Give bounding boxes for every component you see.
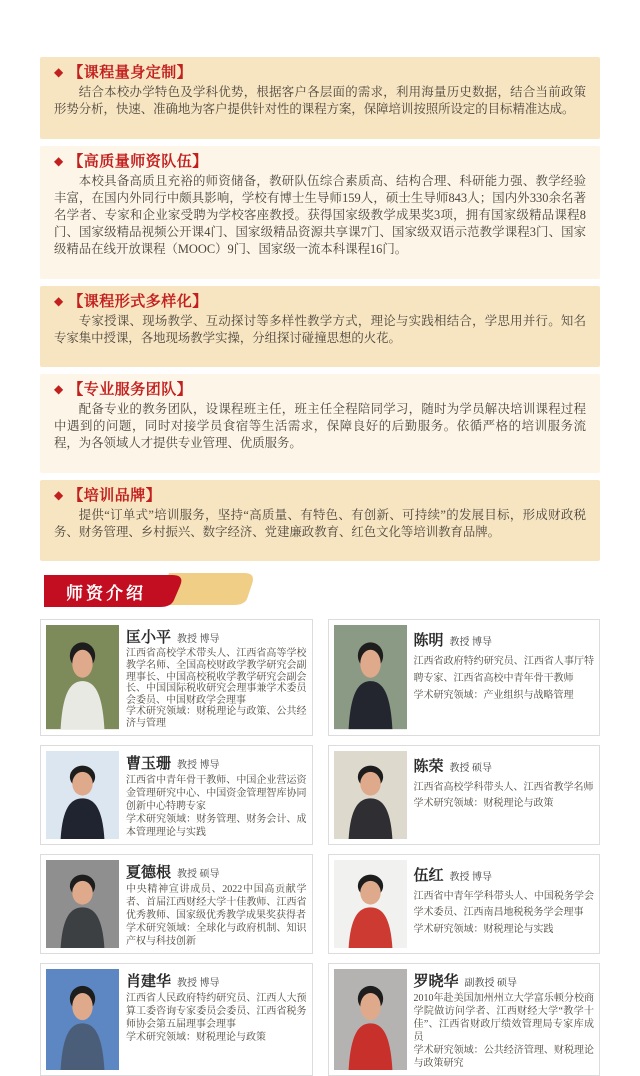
faculty-photo	[334, 751, 407, 839]
faculty-rank: 教授 博导	[449, 871, 493, 883]
section-body: 本校具备高质且充裕的师资储备，教研队伍综合素质高、结构合理、科研能力强、教学经验丰富，在国内外同行中颇具影响，学校有博士生导师159人，硕士生导师843人；国内外330余名著名学者、专家和企业家受聘为学校客座教授。获得国家级教学成果奖3项，拥有国家级精品课程8门、国家级精品视频公开课4门、国家级精品资源共享课7门、国家级双语示范教学课程3门、国家级精品在线开放课程（MOOC）9门、国家级一流本科课程16门。	[54, 173, 586, 257]
faculty-rank: 教授 博导	[177, 634, 220, 646]
section-title: 【课程形式多样化】	[68, 292, 208, 310]
faculty-rank: 副教授 硕导	[464, 977, 518, 989]
section-body: 专家授课、现场教学、互动探讨等多样性教学方式，理论与实践相结合，学思用并行。知名专家集中授课，各地现场教学实操，分组探讨碰撞思想的火花。	[54, 313, 586, 345]
faculty-name-row	[126, 970, 307, 991]
faculty-bio: 江西省高校学科带头人、江西省教学名师	[413, 781, 594, 793]
faculty-info	[414, 625, 595, 729]
diamond-icon: ◆	[54, 487, 64, 502]
faculty-info	[126, 625, 307, 729]
faculty-info	[414, 969, 595, 1070]
faculty-bio: 江西省政府特约研究员、江西省人事厅特聘专家、江西省高校中青年骨干教师	[413, 656, 594, 685]
faculty-card-luoxiaohua	[328, 963, 601, 1076]
faculty-name: 肖建华	[126, 972, 172, 990]
faculty-photo	[334, 625, 407, 729]
section-body: 配备专业的教务团队，设课程班主任，班主任全程陪同学习，随时为学员解决培训课程过程中遇到的问题，同时对接学员食宿等生活需求，保障良好的后勤服务。依循严格的培训服务流程，为各领域人才提供专业管理、优质服务。	[54, 402, 586, 451]
faculty-name-row	[414, 970, 595, 991]
section-heading	[54, 486, 586, 505]
faculty-name-row	[414, 755, 595, 776]
faculty-rank: 教授 博导	[177, 977, 220, 989]
faculty-research-field: 学术研究领域：财税理论与实践	[413, 924, 554, 936]
section-service-team	[40, 374, 600, 473]
diamond-icon: ◆	[54, 293, 64, 308]
faculty-card-kuangxiaoping	[40, 619, 313, 735]
faculty-name-row	[126, 626, 307, 647]
faculty-bio: 中央精神宣讲成员、2022中国高贡献学者、首届江西财经大学十佳教师、江西省优秀教师、国家级优秀教学成果奖获得者	[126, 883, 307, 921]
faculty-grid	[40, 619, 600, 1075]
faculty-research-field: 学术研究领域：产业组织与战略管理	[413, 690, 574, 702]
faculty-research-field: 学术研究领域：财税理论与政策	[126, 1031, 266, 1043]
faculty-card-chenrong	[328, 745, 601, 845]
section-faculty-quality	[40, 146, 600, 279]
faculty-card-chenming	[328, 619, 601, 735]
faculty-rank: 教授 硕导	[177, 868, 220, 880]
diamond-icon: ◆	[54, 65, 64, 79]
section-heading	[54, 292, 586, 311]
section-title: 【课程量身定制】	[68, 64, 193, 81]
faculty-info	[126, 860, 307, 948]
section-title: 【高质量师资队伍】	[68, 152, 208, 170]
faculty-rank: 教授 博导	[177, 759, 220, 771]
faculty-research-field: 学术研究领域：财务管理、财务会计、成本管理理论与实践	[126, 813, 307, 838]
faculty-rank: 教授 硕导	[449, 762, 493, 774]
faculty-card-xiadegen	[40, 854, 313, 954]
faculty-research-field: 学术研究领域：公共经济管理、财税理论与政策研究	[413, 1044, 594, 1069]
faculty-bio: 江西省人民政府特约研究员、江西人大预算工委咨询专家委员会委员、江西省税务师协会第五届理事会理事	[126, 992, 307, 1030]
section-body: 提供“订单式”培训服务，坚持“高质量、有特色、有创新、可持续”的发展目标，形成财政税务、财务管理、乡村振兴、数字经济、党建廉政教育、红色文化等培训教育品牌。	[54, 507, 586, 539]
faculty-card-caoyushan	[40, 745, 313, 845]
faculty-photo	[46, 625, 119, 729]
faculty-bio: 江西省中青年学科带头人、中国税务学会学术委员、江西南昌地税税务学会理事	[413, 890, 594, 919]
section-heading	[54, 380, 586, 399]
faculty-research-field: 学术研究领域：财税理论与政策、公共经济与管理	[126, 706, 307, 730]
faculty-card-wuhong	[328, 854, 601, 954]
section-title: 【培训品牌】	[68, 486, 162, 504]
faculty-bio: 江西省高校学术带头人、江西省高等学校教学名师、全国高校财政学教学研究会副理事长、中国高校税收学教学研究会副会长、中国国际税收研究会理事兼学术委员会委员、中国财政学会理事	[126, 648, 307, 706]
faculty-name: 匡小平	[126, 629, 172, 647]
faculty-name-row	[126, 861, 307, 882]
faculty-info	[126, 969, 307, 1070]
faculty-bio: 江西省中青年骨干教师、中国企业营运资金管理研究中心、中国资金管理智库协同创新中心特聘专家	[126, 774, 307, 812]
faculty-banner	[40, 573, 600, 609]
faculty-photo	[334, 860, 407, 948]
section-heading	[54, 152, 586, 171]
faculty-name: 罗晓华	[413, 972, 459, 990]
section-training-brand	[40, 480, 600, 562]
faculty-info	[126, 751, 307, 839]
faculty-rank: 教授 博导	[449, 637, 493, 649]
section-course-customization	[40, 57, 600, 139]
banner-title: 师资介绍	[66, 584, 146, 604]
faculty-name: 曹玉珊	[126, 754, 172, 772]
faculty-info	[414, 751, 595, 839]
faculty-photo	[46, 751, 119, 839]
faculty-research-field: 学术研究领域：财税理论与政策	[413, 798, 554, 810]
section-course-formats	[40, 286, 600, 368]
faculty-photo	[334, 969, 407, 1070]
faculty-name: 伍红	[413, 866, 444, 884]
faculty-name: 陈明	[413, 632, 444, 650]
faculty-photo	[46, 860, 119, 948]
faculty-info	[414, 860, 595, 948]
faculty-name: 夏德根	[126, 863, 172, 881]
faculty-name-row	[126, 752, 307, 773]
section-heading	[54, 63, 586, 82]
faculty-bio: 2010年赴美国加州州立大学富乐顿分校商学院做访问学者、江西财经大学“教学十佳”、江西省财政厅绩效管理局专家库成员	[413, 992, 594, 1043]
faculty-name-row	[414, 629, 595, 650]
section-body: 结合本校办学特色及学科优势，根据客户各层面的需求，利用海量历史数据，结合当前政策形势分析，快速、准确地为客户提供针对性的课程方案，保障培训按照所设定的目标精准达成。	[54, 85, 586, 117]
diamond-icon: ◆	[54, 153, 64, 168]
diamond-icon: ◆	[54, 382, 64, 397]
faculty-name-row	[414, 864, 595, 885]
faculty-card-xiaojianhua	[40, 963, 313, 1076]
section-title: 【专业服务团队】	[68, 381, 193, 399]
faculty-name: 陈荣	[413, 757, 444, 775]
faculty-research-field: 学术研究领域：全球化与政府机制、知识产权与科技创新	[126, 922, 307, 947]
faculty-photo	[46, 969, 119, 1070]
